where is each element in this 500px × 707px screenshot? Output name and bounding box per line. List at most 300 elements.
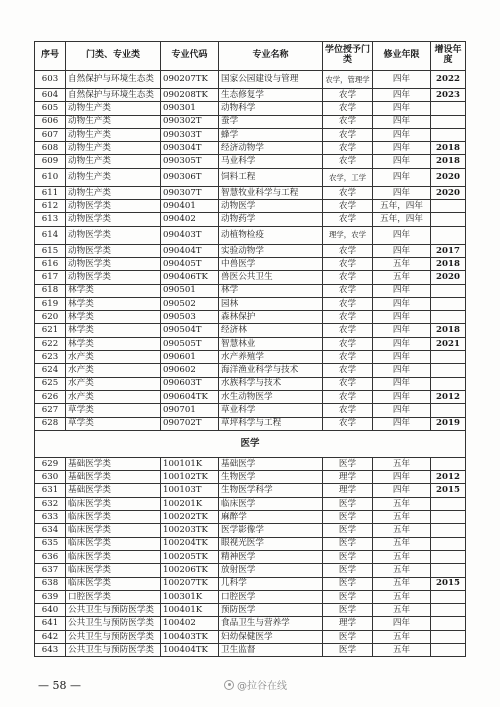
section-heading-group	[35, 430, 466, 457]
row-number: 634	[35, 524, 66, 537]
major-category: 基础医学类	[66, 484, 161, 497]
major-category: 动物生产类	[66, 102, 161, 115]
table-row	[35, 311, 466, 324]
major-category: 基础医学类	[66, 457, 161, 470]
major-category: 临床医学类	[66, 524, 161, 537]
table-row	[35, 377, 466, 390]
degree-category: 农学	[323, 244, 373, 257]
major-name: 临床医学	[219, 497, 323, 510]
major-code: 100403TK	[161, 630, 219, 643]
major-code: 100203TK	[161, 524, 219, 537]
major-code: 090207TK	[161, 71, 219, 89]
major-code: 090307T	[161, 186, 219, 199]
major-name: 精神医学	[219, 550, 323, 563]
major-category: 水产类	[66, 364, 161, 377]
row-number: 635	[35, 537, 66, 550]
added-year: 2012	[431, 390, 466, 403]
row-number: 629	[35, 457, 66, 470]
added-year: 2015	[431, 577, 466, 590]
watermark-logo-icon	[224, 680, 234, 690]
major-code: 100101K	[161, 457, 219, 470]
degree-category: 医学	[323, 564, 373, 577]
major-category: 动物生产类	[66, 142, 161, 155]
degree-category: 农学	[323, 364, 373, 377]
major-code: 100103T	[161, 484, 219, 497]
major-category: 公共卫生与预防医学类	[66, 630, 161, 643]
major-name: 园林	[219, 297, 323, 310]
table-row	[35, 102, 466, 115]
major-name: 草坪科学与工程	[219, 417, 323, 430]
major-name: 饲料工程	[219, 168, 323, 186]
table-row	[35, 284, 466, 297]
row-number: 622	[35, 337, 66, 350]
added-year	[431, 377, 466, 390]
section-title: 医学	[35, 430, 466, 457]
added-year: 2022	[431, 71, 466, 89]
degree-category: 农学	[323, 417, 373, 430]
added-year	[431, 604, 466, 617]
added-year	[431, 102, 466, 115]
degree-category: 农学	[323, 142, 373, 155]
major-category: 公共卫生与预防医学类	[66, 643, 161, 656]
table-row	[35, 457, 466, 470]
degree-category: 农学	[323, 128, 373, 141]
row-number: 623	[35, 351, 66, 364]
major-code: 090702T	[161, 417, 219, 430]
major-code: 090701	[161, 404, 219, 417]
degree-category: 医学	[323, 537, 373, 550]
major-code: 090601	[161, 351, 219, 364]
column-header: 学位授予门类	[323, 42, 373, 71]
added-year: 2021	[431, 337, 466, 350]
major-name: 马业科学	[219, 155, 323, 168]
major-name: 卫生监督	[219, 643, 323, 656]
study-years: 五年，四年	[373, 213, 431, 226]
major-code: 090604TK	[161, 390, 219, 403]
major-name: 林学	[219, 284, 323, 297]
row-number: 626	[35, 390, 66, 403]
row-number: 624	[35, 364, 66, 377]
major-name: 经济林	[219, 324, 323, 337]
table-row	[35, 364, 466, 377]
degree-category: 农学	[323, 297, 373, 310]
major-category: 公共卫生与预防医学类	[66, 604, 161, 617]
row-number: 608	[35, 142, 66, 155]
row-number: 632	[35, 497, 66, 510]
added-year: 2012	[431, 471, 466, 484]
degree-category: 理学	[323, 484, 373, 497]
watermark	[224, 677, 287, 692]
major-name: 中兽医学	[219, 257, 323, 270]
degree-category: 医学	[323, 524, 373, 537]
study-years: 四年	[373, 390, 431, 403]
study-years: 四年	[373, 337, 431, 350]
study-years: 四年	[373, 617, 431, 630]
study-years: 四年	[373, 244, 431, 257]
major-name: 动物科学	[219, 102, 323, 115]
major-category: 公共卫生与预防医学类	[66, 617, 161, 630]
table-row	[35, 244, 466, 257]
row-number: 636	[35, 550, 66, 563]
row-number: 607	[35, 128, 66, 141]
study-years: 四年	[373, 364, 431, 377]
table-row	[35, 89, 466, 102]
table-row	[35, 524, 466, 537]
study-years: 五年	[373, 604, 431, 617]
added-year: 2023	[431, 89, 466, 102]
major-code: 100204TK	[161, 537, 219, 550]
major-name: 妇幼保健医学	[219, 630, 323, 643]
major-code: 090303T	[161, 128, 219, 141]
major-name: 口腔医学	[219, 590, 323, 603]
column-header: 专业代码	[161, 42, 219, 71]
major-name: 兽医公共卫生	[219, 271, 323, 284]
major-name: 食品卫生与营养学	[219, 617, 323, 630]
study-years: 五年	[373, 590, 431, 603]
table-row	[35, 128, 466, 141]
column-header: 增设年度	[431, 42, 466, 71]
major-code: 100201K	[161, 497, 219, 510]
table-row	[35, 471, 466, 484]
degree-category: 农学，管理学	[323, 71, 373, 89]
added-year	[431, 511, 466, 524]
study-years: 四年	[373, 404, 431, 417]
major-category: 动物医学类	[66, 244, 161, 257]
major-code: 090406TK	[161, 271, 219, 284]
major-name: 预防医学	[219, 604, 323, 617]
major-name: 蜂学	[219, 128, 323, 141]
table-row	[35, 484, 466, 497]
watermark-text: @拉谷在线	[237, 681, 287, 692]
added-year: 2020	[431, 186, 466, 199]
row-number: 618	[35, 284, 66, 297]
major-name: 生态修复学	[219, 89, 323, 102]
added-year	[431, 550, 466, 563]
major-code: 090602	[161, 364, 219, 377]
table-row	[35, 417, 466, 430]
table-row	[35, 537, 466, 550]
added-year: 2017	[431, 244, 466, 257]
table-row	[35, 351, 466, 364]
major-name: 儿科学	[219, 577, 323, 590]
major-category: 动物医学类	[66, 226, 161, 244]
major-code: 090505T	[161, 337, 219, 350]
study-years: 五年	[373, 630, 431, 643]
degree-category: 农学	[323, 257, 373, 270]
row-number: 615	[35, 244, 66, 257]
table-row	[35, 324, 466, 337]
table-row	[35, 643, 466, 656]
major-code: 090405T	[161, 257, 219, 270]
major-code: 090503	[161, 311, 219, 324]
column-header: 序号	[35, 42, 66, 71]
table-row	[35, 630, 466, 643]
study-years: 四年	[373, 89, 431, 102]
table-row	[35, 71, 466, 89]
degree-category: 医学	[323, 630, 373, 643]
degree-category: 农学	[323, 337, 373, 350]
added-year: 2018	[431, 155, 466, 168]
row-number: 611	[35, 186, 66, 199]
major-code: 100301K	[161, 590, 219, 603]
degree-category: 农学	[323, 390, 373, 403]
major-code: 090306T	[161, 168, 219, 186]
major-name: 动植物检疫	[219, 226, 323, 244]
row-number: 617	[35, 271, 66, 284]
row-number: 612	[35, 200, 66, 213]
row-number: 620	[35, 311, 66, 324]
page-number: — 58 —	[38, 679, 81, 692]
degree-category: 农学	[323, 311, 373, 324]
table-row	[35, 337, 466, 350]
row-number: 625	[35, 377, 66, 390]
major-code: 100402	[161, 617, 219, 630]
major-code: 090208TK	[161, 89, 219, 102]
major-category: 动物生产类	[66, 128, 161, 141]
table-row	[35, 404, 466, 417]
row-number: 639	[35, 590, 66, 603]
degree-category: 理学	[323, 471, 373, 484]
major-code: 100404TK	[161, 643, 219, 656]
major-category: 口腔医学类	[66, 590, 161, 603]
study-years: 四年	[373, 311, 431, 324]
major-name: 海洋渔业科学与技术	[219, 364, 323, 377]
major-name: 水族科学与技术	[219, 377, 323, 390]
degree-category: 农学	[323, 155, 373, 168]
major-code: 100401K	[161, 604, 219, 617]
major-category: 林学类	[66, 297, 161, 310]
added-year: 2018	[431, 142, 466, 155]
column-header: 修业年限	[373, 42, 431, 71]
major-name: 麻醉学	[219, 511, 323, 524]
major-name: 蚕学	[219, 115, 323, 128]
degree-category: 农学	[323, 284, 373, 297]
degree-category: 医学	[323, 550, 373, 563]
row-number: 642	[35, 630, 66, 643]
table-row	[35, 511, 466, 524]
major-code: 090304T	[161, 142, 219, 155]
row-number: 616	[35, 257, 66, 270]
row-number: 610	[35, 168, 66, 186]
degree-category: 理学，农学	[323, 226, 373, 244]
study-years: 四年	[373, 417, 431, 430]
row-number: 609	[35, 155, 66, 168]
major-name: 放射医学	[219, 564, 323, 577]
added-year	[431, 457, 466, 470]
table-row	[35, 564, 466, 577]
major-category: 动物生产类	[66, 168, 161, 186]
row-number: 630	[35, 471, 66, 484]
degree-category: 农学，工学	[323, 168, 373, 186]
major-name: 草业科学	[219, 404, 323, 417]
table-row	[35, 390, 466, 403]
degree-category: 农学	[323, 213, 373, 226]
major-code: 090404T	[161, 244, 219, 257]
table-row	[35, 257, 466, 270]
table-body-medicine	[35, 457, 466, 656]
study-years: 四年	[373, 226, 431, 244]
degree-category: 理学	[323, 617, 373, 630]
major-category: 临床医学类	[66, 550, 161, 563]
added-year	[431, 630, 466, 643]
major-name: 实验动物学	[219, 244, 323, 257]
table-row	[35, 590, 466, 603]
study-years: 五年	[373, 511, 431, 524]
row-number: 641	[35, 617, 66, 630]
major-category: 动物医学类	[66, 257, 161, 270]
table-row	[35, 155, 466, 168]
major-name: 生物医学	[219, 471, 323, 484]
degree-category: 农学	[323, 271, 373, 284]
major-category: 林学类	[66, 324, 161, 337]
major-category: 水产类	[66, 377, 161, 390]
study-years: 四年	[373, 128, 431, 141]
major-code: 090501	[161, 284, 219, 297]
major-code: 100202TK	[161, 511, 219, 524]
added-year	[431, 497, 466, 510]
major-name: 动物药学	[219, 213, 323, 226]
major-code: 090603T	[161, 377, 219, 390]
major-category: 动物医学类	[66, 271, 161, 284]
degree-category: 农学	[323, 115, 373, 128]
degree-category: 医学	[323, 577, 373, 590]
major-name: 水生动物医学	[219, 390, 323, 403]
row-number: 614	[35, 226, 66, 244]
major-code: 100206TK	[161, 564, 219, 577]
major-name: 基础医学	[219, 457, 323, 470]
major-category: 自然保护与环境生态类	[66, 71, 161, 89]
major-category: 草学类	[66, 417, 161, 430]
table-row	[35, 497, 466, 510]
row-number: 621	[35, 324, 66, 337]
major-category: 动物生产类	[66, 155, 161, 168]
study-years: 五年	[373, 577, 431, 590]
major-code: 100205TK	[161, 550, 219, 563]
degree-category: 医学	[323, 590, 373, 603]
row-number: 606	[35, 115, 66, 128]
major-name: 经济动物学	[219, 142, 323, 155]
major-code: 090403T	[161, 226, 219, 244]
major-category: 临床医学类	[66, 577, 161, 590]
major-category: 自然保护与环境生态类	[66, 89, 161, 102]
major-name: 医学影像学	[219, 524, 323, 537]
table-row	[35, 213, 466, 226]
added-year: 2020	[431, 168, 466, 186]
added-year	[431, 590, 466, 603]
major-name: 国家公园建设与管理	[219, 71, 323, 89]
added-year	[431, 404, 466, 417]
study-years: 四年	[373, 186, 431, 199]
added-year	[431, 200, 466, 213]
table-row	[35, 550, 466, 563]
degree-category: 医学	[323, 497, 373, 510]
major-name: 森林保护	[219, 311, 323, 324]
study-years: 五年	[373, 457, 431, 470]
column-header: 门类、专业类	[66, 42, 161, 71]
degree-category: 医学	[323, 604, 373, 617]
major-category: 林学类	[66, 284, 161, 297]
major-catalog-table	[34, 41, 466, 657]
major-category: 临床医学类	[66, 511, 161, 524]
major-code: 090301	[161, 102, 219, 115]
major-name: 眼视光医学	[219, 537, 323, 550]
degree-category: 医学	[323, 457, 373, 470]
table-row	[35, 200, 466, 213]
added-year	[431, 284, 466, 297]
added-year	[431, 311, 466, 324]
degree-category: 农学	[323, 377, 373, 390]
degree-category: 农学	[323, 186, 373, 199]
study-years: 四年	[373, 324, 431, 337]
table-row	[35, 186, 466, 199]
table-body-agriculture	[35, 71, 466, 431]
row-number: 640	[35, 604, 66, 617]
study-years: 四年	[373, 471, 431, 484]
study-years: 四年	[373, 71, 431, 89]
row-number: 603	[35, 71, 66, 89]
study-years: 四年	[373, 115, 431, 128]
degree-category: 农学	[323, 404, 373, 417]
column-header: 专业名称	[219, 42, 323, 71]
added-year	[431, 537, 466, 550]
study-years: 五年	[373, 497, 431, 510]
major-category: 动物医学类	[66, 200, 161, 213]
major-category: 水产类	[66, 351, 161, 364]
table-row	[35, 115, 466, 128]
row-number: 627	[35, 404, 66, 417]
major-category: 临床医学类	[66, 537, 161, 550]
degree-category: 医学	[323, 511, 373, 524]
major-name: 水产养殖学	[219, 351, 323, 364]
major-category: 水产类	[66, 390, 161, 403]
major-code: 090502	[161, 297, 219, 310]
table-row	[35, 168, 466, 186]
row-number: 637	[35, 564, 66, 577]
row-number: 631	[35, 484, 66, 497]
study-years: 四年	[373, 168, 431, 186]
major-category: 动物生产类	[66, 186, 161, 199]
major-category: 草学类	[66, 404, 161, 417]
row-number: 638	[35, 577, 66, 590]
study-years: 五年	[373, 257, 431, 270]
added-year	[431, 364, 466, 377]
major-code: 090302T	[161, 115, 219, 128]
study-years: 四年	[373, 102, 431, 115]
major-category: 基础医学类	[66, 471, 161, 484]
major-code: 090504T	[161, 324, 219, 337]
table-header	[35, 42, 466, 71]
added-year	[431, 351, 466, 364]
major-category: 临床医学类	[66, 497, 161, 510]
table-row	[35, 617, 466, 630]
added-year: 2020	[431, 271, 466, 284]
table-row	[35, 271, 466, 284]
row-number: 643	[35, 643, 66, 656]
major-code: 100102TK	[161, 471, 219, 484]
study-years: 四年	[373, 155, 431, 168]
study-years: 五年	[373, 524, 431, 537]
major-name: 智慧林业	[219, 337, 323, 350]
major-code: 090401	[161, 200, 219, 213]
degree-category: 农学	[323, 89, 373, 102]
added-year	[431, 643, 466, 656]
row-number: 604	[35, 89, 66, 102]
added-year: 2018	[431, 257, 466, 270]
degree-category: 农学	[323, 200, 373, 213]
section-row	[35, 430, 466, 457]
added-year: 2018	[431, 324, 466, 337]
study-years: 五年，四年	[373, 200, 431, 213]
